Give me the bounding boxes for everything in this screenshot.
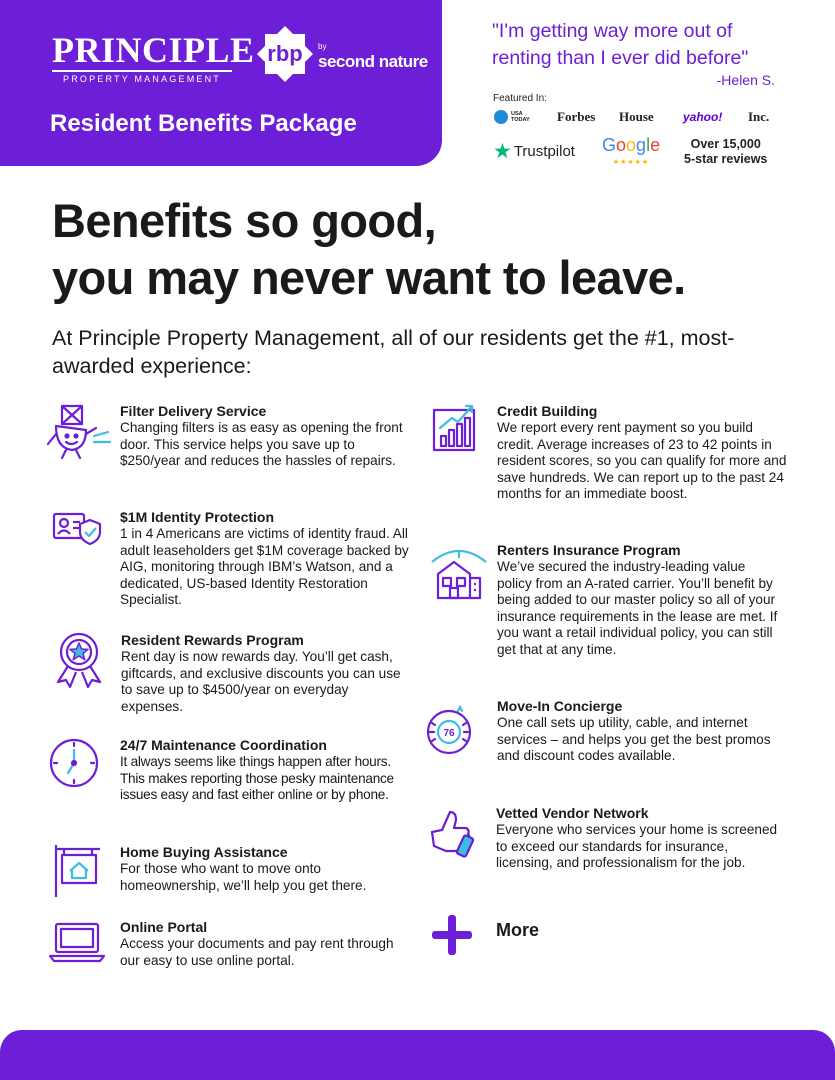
more-link[interactable]: More <box>496 920 540 940</box>
testimonial-quote: "I'm getting way more out of renting than I ever did before" <box>492 20 749 69</box>
logo-name: PRINCIPLE <box>52 30 255 70</box>
featured-in-label: Featured In: <box>493 93 547 104</box>
laptop-icon <box>48 920 106 964</box>
identity-shield-icon <box>52 508 104 548</box>
partner-by: by <box>318 42 327 51</box>
growth-chart-icon <box>432 402 478 452</box>
forbes-logo: Forbes <box>557 109 596 124</box>
benefit-title: Home Buying Assistance <box>120 844 288 860</box>
benefit-title: 24/7 Maintenance Coordination <box>120 737 327 753</box>
benefit-maintenance <box>120 737 410 804</box>
benefit-title: Online Portal <box>120 919 208 935</box>
benefit-title: Resident Rewards Program <box>121 632 304 648</box>
benefit-description: For those who want to move onto homeownership, we’ll help you get there. <box>120 861 367 893</box>
header-subtitle: Resident Benefits Package <box>50 110 357 137</box>
benefit-title: Move-In Concierge <box>497 698 623 714</box>
benefit-resident-rewards <box>121 632 411 715</box>
google-text: Google <box>602 135 661 155</box>
benefit-title: Credit Building <box>497 403 598 419</box>
rbp-badge-text: rbp <box>267 41 303 66</box>
filter-delivery-icon <box>46 404 112 460</box>
benefit-description: One call sets up utility, cable, and internet services – and helps you get the best promos and discount codes available. <box>497 715 771 763</box>
house-beautiful-logo: House <box>619 109 654 124</box>
inc-logo: Inc. <box>748 109 770 124</box>
second-nature-logo <box>318 40 428 69</box>
benefit-description: It always seems like things happen after hours. This makes reporting those pesky maintenance issues easy and fast either online or by phone. <box>120 754 394 802</box>
google-logo <box>602 136 660 172</box>
trustpilot-logo <box>493 139 575 164</box>
thermostat-value: 76 <box>443 728 455 739</box>
benefit-move-in-concierge <box>497 698 782 765</box>
yahoo-logo: yahoo! <box>683 110 723 124</box>
usa-today-dot-icon <box>494 110 508 124</box>
google-stars-icon: ★★★★★ <box>612 159 650 166</box>
testimonial-author: -Helen S. <box>716 72 775 88</box>
clock-icon <box>48 737 100 789</box>
benefit-description: Changing filters is as easy as opening the front door. This service helps you save up to $250/year and reduces the hassles of repairs. <box>120 420 403 468</box>
trustpilot-star-icon: ★ <box>493 140 512 163</box>
headline-line1: Benefits so good, <box>52 194 437 247</box>
benefit-filter-delivery <box>120 403 415 470</box>
thermostat-icon <box>424 705 474 755</box>
trustpilot-text: Trustpilot <box>513 143 575 160</box>
plus-icon[interactable] <box>430 913 474 957</box>
principle-logo <box>52 30 255 84</box>
benefit-description: 1 in 4 Americans are victims of identity fraud. All adult leaseholders get $1M coverage backed by AIG, monitoring through IBM’s Watson, and a dedicated, US-based Identity Restoration Specialist. <box>120 526 409 607</box>
logo-tagline: PROPERTY MANAGEMENT <box>52 70 232 84</box>
benefit-online-portal <box>120 919 395 969</box>
benefit-vendor-network <box>496 805 781 872</box>
usa-today-logo <box>494 108 533 126</box>
headline <box>52 192 812 306</box>
reviews-line1: Over 15,000 <box>690 137 761 151</box>
insured-house-icon <box>428 544 490 602</box>
rbp-badge <box>255 24 315 84</box>
benefit-description: We report every rent payment so you build credit. Average increases of 23 to 42 points in resident scores, so you can qualify for more and save hundreds. We can report up to the past 24 months for an immediate boost. <box>497 420 787 501</box>
benefit-identity-protection <box>120 509 415 609</box>
benefit-description: Rent day is now rewards day. You’ll get cash, giftcards, and exclusive discounts you can use to save up to $4500/year on everyday expenses. <box>121 649 401 714</box>
footer-band <box>0 1030 835 1080</box>
benefit-description: We’ve secured the industry-leading value policy from an A-rated carrier. You’ll benefit by being added to our master policy so all of your insurance requirements in the lease are met. If you want a retail individual policy, you can still get that at any time. <box>497 559 778 657</box>
benefit-renters-insurance <box>497 542 782 658</box>
home-sign-icon <box>52 843 102 899</box>
benefit-title: Filter Delivery Service <box>120 403 267 419</box>
benefit-title: Vetted Vendor Network <box>496 805 649 821</box>
benefit-title: Renters Insurance Program <box>497 542 681 558</box>
benefit-description: Everyone who services your home is screened to exceed our standards for insurance, licensing, and professionalism for the job. <box>496 822 778 870</box>
benefit-description: Access your documents and pay rent through our easy to use online portal. <box>120 936 394 968</box>
thumbs-up-icon <box>428 806 478 860</box>
usa-today-text: USA TODAY <box>511 111 530 123</box>
award-ribbon-icon <box>54 632 104 688</box>
reviews-count <box>684 137 767 167</box>
headline-line2: you may never want to leave. <box>52 251 686 304</box>
partner-name: second nature <box>318 52 428 71</box>
benefit-title: $1M Identity Protection <box>120 509 275 525</box>
reviews-line2: 5-star reviews <box>684 152 768 166</box>
intro-text: At Principle Property Management, all of our residents get the #1, most-awarded experience: <box>52 326 735 378</box>
benefit-home-buying <box>120 844 415 894</box>
benefit-credit-building <box>497 403 787 503</box>
